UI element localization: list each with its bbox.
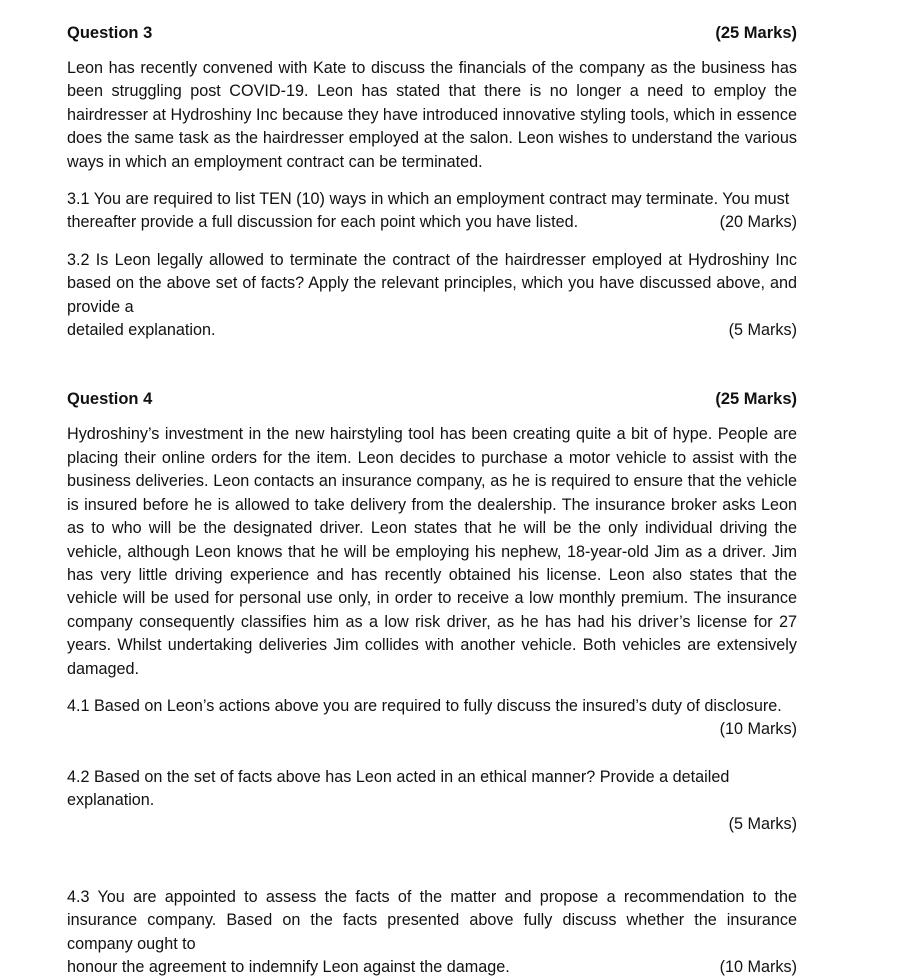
question-3-1-text: 3.1 You are required to list TEN (10) ways in which an employment contract may terminate. You must [67,190,790,209]
question-3-1-text-end: thereafter provide a full discussion for each point which you have listed. [67,213,579,232]
question-4-header [67,388,797,411]
question-4-3-text-end: honour the agreement to indemnify Leon against the damage. [67,958,510,977]
question-3-header [67,22,797,45]
question-4-1-text: 4.1 Based on Leon’s actions above you are required to fully discuss the insured’s duty of disclosure. [67,696,782,715]
question-4-2-marks: (5 Marks) [728,814,797,833]
exam-page [67,22,797,980]
question-4-marks: (25 Marks) [715,390,797,409]
question-3-intro: Leon has recently convened with Kate to discuss the financials of the company as the business has been struggling post COVID-19. Leon has stated that there is no longer a need to employ the hairdresser at Hydroshiny Inc because they have introduced innovative styling tools, which in essence does the same task as the hairdresser employed at the salon. Leon wishes to understand the various ways in which an employment contract can be terminated. [67,59,797,171]
question-4-3-last-line [67,956,797,979]
question-3-2-last-line [67,319,797,342]
question-3-marks: (25 Marks) [715,24,797,42]
question-4-3-marks: (10 Marks) [719,958,797,977]
question-4-intro: Hydroshiny’s investment in the new hairstyling tool has been creating quite a bit of hype. People are placing their online orders for the item. Leon decides to purchase a motor vehicle to assist with the business deliveries. Leon contacts an insurance company, as he is required to ensure that the vehicle is insured before he is allowed to take delivery from the dealership. The insurance broker asks Leon as to who will be the designated driver. Leon states that he will be the only individual driving the vehicle, although Leon knows that he will be employing his nephew, 18-year-old Jim as a driver. Jim has very little driving experience and has recently obtained his license. Leon also states that the vehicle will be used for personal use only, in order to receive a low monthly premium. The insurance company consequently classifies him as a low risk driver, as he has had his driver’s license for 27 years. Whilst undertaking deliveries Jim collides with another vehicle. Both vehicles are extensively damaged. [67,425,797,678]
question-3-title: Question 3 [67,24,153,42]
question-3-1-marks: (20 Marks) [719,213,797,232]
question-3-2-marks: (5 Marks) [728,321,797,340]
question-3-2-text-end: detailed explanation. [67,321,216,340]
question-4-2-text: 4.2 Based on the set of facts above has Leon acted in an ethical manner? Provide a detailed explanation. [67,767,730,810]
question-4-1-marks: (10 Marks) [719,720,797,739]
question-4-title: Question 4 [67,390,153,409]
question-3-1-last-line [67,211,797,234]
question-3-2-text: 3.2 Is Leon legally allowed to terminate the contract of the hairdresser employed at Hydroshiny Inc based on the above set of facts? Apply the relevant principles, which you have discussed above, and provide a [67,250,797,316]
question-4-3-text: 4.3 You are appointed to assess the facts of the matter and propose a recommendation to the insurance company. Based on the facts presented above fully discuss whether the insurance company ought to [67,887,797,953]
